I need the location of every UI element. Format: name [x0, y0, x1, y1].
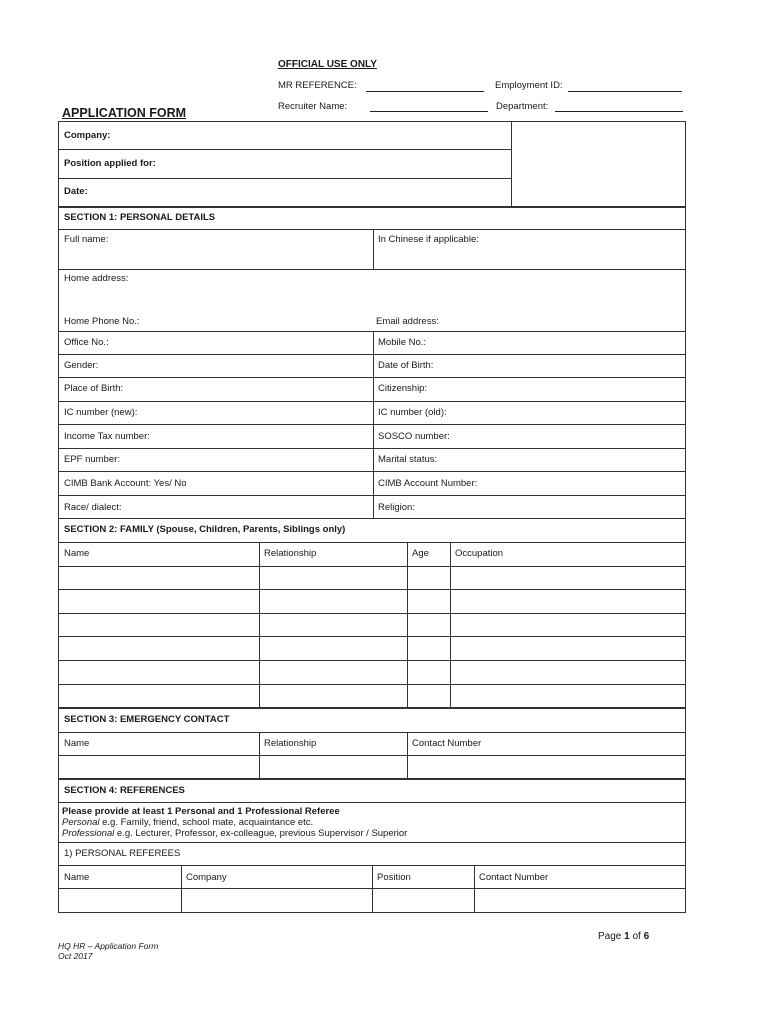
references-instruction: Please provide at least 1 Personal and 1 Professional Referee	[62, 806, 340, 817]
home-address-label: Home address:	[64, 273, 129, 284]
section1-table	[58, 207, 686, 519]
date-label: Date:	[64, 186, 88, 197]
mobile-no-label: Mobile No.:	[378, 337, 427, 348]
email-label: Email address:	[376, 316, 439, 327]
emergency-col-contact: Contact Number	[412, 738, 482, 749]
mr-reference-field[interactable]	[366, 91, 484, 92]
company-label: Company:	[64, 130, 111, 141]
dob-label: Date of Birth:	[378, 360, 434, 371]
home-phone-label: Home Phone No.:	[64, 316, 140, 327]
recruiter-name-field[interactable]	[370, 111, 488, 112]
referee-col-contact: Contact Number	[479, 872, 549, 883]
form-title: APPLICATION FORM	[62, 106, 187, 120]
personal-examples: Personal e.g. Family, friend, school mate, acquaintance etc.	[62, 817, 314, 828]
position-label: Position applied for:	[64, 158, 156, 169]
family-col-age: Age	[412, 548, 429, 559]
gender-label: Gender:	[64, 360, 99, 371]
footer-date: Oct 2017	[58, 951, 93, 961]
page-number: Page 1 of 6	[598, 931, 650, 942]
office-no-label: Office No.:	[64, 337, 109, 348]
epf-label: EPF number:	[64, 454, 120, 465]
cimb-account-label: CIMB Bank Account: Yes/ No	[64, 478, 187, 489]
emergency-col-name: Name	[64, 738, 90, 749]
family-col-occupation: Occupation	[455, 548, 504, 559]
chinese-name-label: In Chinese if applicable:	[378, 234, 479, 245]
section2-title: SECTION 2: FAMILY (Spouse, Children, Parents, Siblings only)	[64, 524, 346, 535]
mr-reference-label: MR REFERENCE:	[278, 80, 357, 91]
referee-col-name: Name	[64, 872, 90, 883]
citizenship-label: Citizenship:	[378, 383, 428, 394]
official-use-title: OFFICIAL USE ONLY	[278, 59, 377, 70]
religion-label: Religion:	[378, 502, 415, 513]
photo-box[interactable]	[512, 122, 685, 206]
income-tax-label: Income Tax number:	[64, 431, 150, 442]
section3-title: SECTION 3: EMERGENCY CONTACT	[64, 714, 230, 725]
section4-title: SECTION 4: REFERENCES	[64, 785, 185, 796]
footer-form-name: HQ HR – Application Form	[58, 941, 159, 951]
full-name-label: Full name:	[64, 234, 109, 245]
company-field[interactable]	[160, 124, 505, 148]
section1-title: SECTION 1: PERSONAL DETAILS	[64, 212, 216, 223]
personal-referees-label: 1) PERSONAL REFEREES	[64, 848, 181, 859]
department-label: Department:	[496, 101, 549, 112]
professional-examples: Professional e.g. Lecturer, Professor, ex-colleague, previous Supervisor / Superior	[62, 828, 408, 839]
place-of-birth-label: Place of Birth:	[64, 383, 124, 394]
employment-id-field[interactable]	[568, 91, 682, 92]
employment-id-label: Employment ID:	[495, 80, 563, 91]
emergency-col-relationship: Relationship	[264, 738, 317, 749]
date-field[interactable]	[100, 181, 505, 205]
position-field[interactable]	[170, 152, 505, 176]
marital-label: Marital status:	[378, 454, 438, 465]
race-label: Race/ dialect:	[64, 502, 122, 513]
referee-col-position: Position	[377, 872, 411, 883]
ic-new-label: IC number (new):	[64, 407, 138, 418]
department-field[interactable]	[555, 111, 683, 112]
referee-col-company: Company	[186, 872, 227, 883]
family-col-name: Name	[64, 548, 90, 559]
ic-old-label: IC number (old):	[378, 407, 447, 418]
recruiter-name-label: Recruiter Name:	[278, 101, 348, 112]
family-col-relationship: Relationship	[264, 548, 317, 559]
cimb-number-label: CIMB Account Number:	[378, 478, 478, 489]
socso-label: SOSCO number:	[378, 431, 450, 442]
